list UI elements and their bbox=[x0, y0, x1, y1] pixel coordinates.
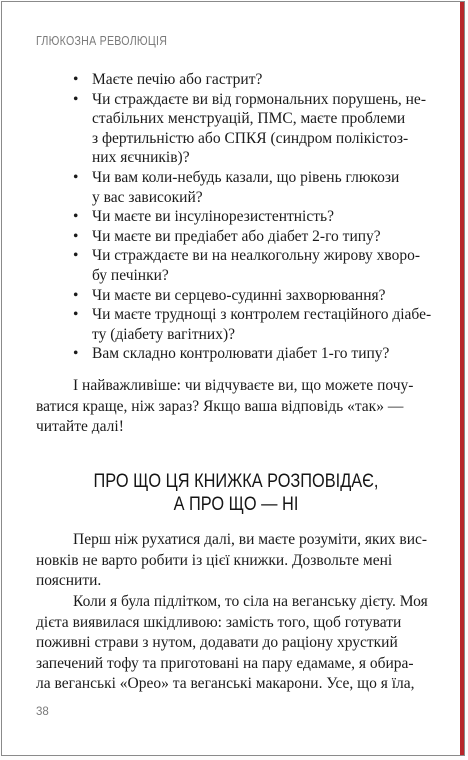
bullet-mark: • bbox=[73, 168, 79, 186]
list-item-line: з фертильністю або СПКЯ (синдром полікістоз- bbox=[92, 129, 409, 147]
list-item-line: Вам складно контролювати діабет 1-го типу? bbox=[92, 345, 390, 363]
list-item-line: Чи маєте труднощі з контролем гестаційного діабе- bbox=[92, 306, 432, 324]
paragraph-line: запечений тофу та приготовані на пару едамаме, я обира- bbox=[36, 654, 414, 672]
paragraph-vegan-diet bbox=[36, 592, 436, 695]
list-item bbox=[36, 286, 436, 306]
list-item bbox=[36, 227, 436, 247]
list-item-line: ту (діабету вагітних)? bbox=[92, 325, 235, 343]
paragraph-line: поживні страви з нутом, додавати до раціону хрусткий bbox=[36, 634, 398, 651]
paragraph-line: читайте далі! bbox=[36, 418, 124, 435]
heading-line: ПРО ЩО ЦЯ КНИЖКА РОЗПОВІДАЄ, bbox=[93, 471, 379, 492]
book-page bbox=[1, 1, 465, 756]
list-item-line: Чи страждаєте ви на неалкогольну жирову хворо- bbox=[92, 247, 421, 265]
page-edge-accent bbox=[460, 2, 464, 755]
list-item bbox=[36, 168, 436, 207]
bullet-mark: • bbox=[73, 227, 79, 245]
paragraph-line: Коли я була підлітком, то сіла на веганську дієту. Моя bbox=[73, 593, 428, 610]
bullet-mark: • bbox=[73, 286, 79, 304]
page-number: 38 bbox=[36, 706, 49, 718]
paragraph-most-important bbox=[36, 376, 436, 438]
list-item bbox=[36, 207, 436, 227]
list-item-line: Маєте печію або гастрит? bbox=[92, 71, 263, 88]
paragraph-line: Перш ніж рухатися далі, ви маєте розуміти, яких вис- bbox=[73, 531, 428, 548]
list-item-line: Чи страждаєте ви від гормональних порушень, не- bbox=[92, 90, 426, 108]
paragraph-line: пояснити. bbox=[36, 572, 102, 589]
list-item bbox=[36, 344, 436, 364]
bullet-mark: • bbox=[73, 247, 79, 265]
bullet-mark: • bbox=[73, 306, 79, 324]
list-item-line: у вас зависокий? bbox=[92, 188, 203, 206]
list-item-line: стабільних менструацій, ПМС, маєте проблеми bbox=[92, 110, 406, 128]
list-item-line: Чи маєте ви серцево-судинні захворювання? bbox=[92, 286, 386, 304]
bullet-mark: • bbox=[73, 90, 79, 108]
paragraph-line: ла веганські «Орео» та веганські макарони. Усе, що я їла, bbox=[36, 675, 415, 692]
paragraph-before-moving-on bbox=[36, 530, 436, 592]
list-item-line: бу печінки? bbox=[92, 266, 169, 284]
bullet-mark: • bbox=[73, 208, 79, 226]
bullet-mark: • bbox=[73, 71, 79, 88]
paragraph-line: новків не варто робити із цієї книжки. Дозвольте мені bbox=[36, 551, 393, 569]
list-item-line: них яєчників)? bbox=[92, 149, 190, 167]
list-item-line: Чи маєте ви предіабет або діабет 2-го типу? bbox=[92, 227, 381, 245]
list-item bbox=[36, 246, 436, 285]
section-heading bbox=[36, 470, 436, 516]
list-item bbox=[36, 305, 436, 344]
paragraph-line: дієта виявилася шкідливою: замість того, щоб готувати bbox=[36, 613, 402, 631]
list-item-line: Чи маєте ви інсулінорезистентність? bbox=[92, 208, 334, 226]
running-head: ГЛЮКОЗНА РЕВОЛЮЦІЯ bbox=[36, 34, 168, 48]
bullet-mark: • bbox=[73, 345, 79, 363]
heading-line: А ПРО ЩО — НІ bbox=[173, 494, 299, 515]
paragraph-line: ватися краще, ніж зараз? Якщо ваша відповідь «так» — bbox=[36, 397, 404, 415]
list-item bbox=[36, 90, 436, 168]
question-list bbox=[36, 70, 436, 364]
paragraph-line: І найважливіше: чи відчуваєте ви, що можете почу- bbox=[73, 377, 414, 394]
list-item bbox=[36, 70, 436, 90]
list-item-line: Чи вам коли-небудь казали, що рівень глюкози bbox=[92, 168, 400, 186]
